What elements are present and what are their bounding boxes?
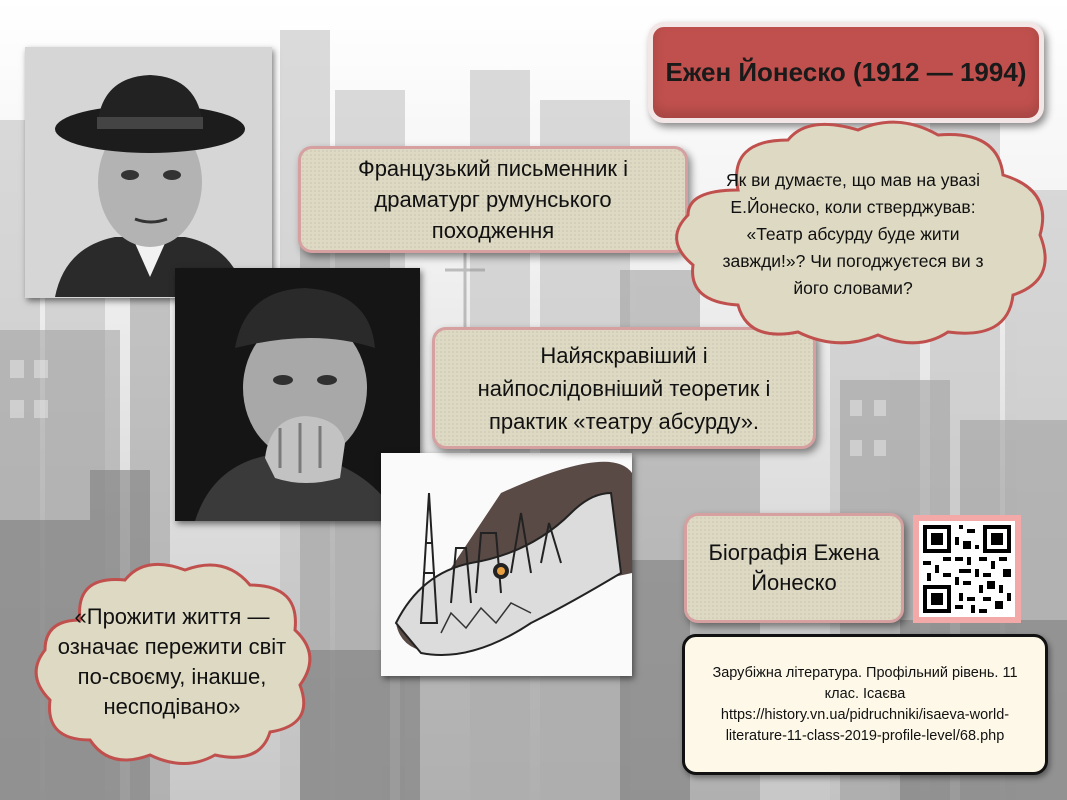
source-text: Зарубіжна література. Профільний рівень. 11 клас. Ісаєва https://history.vn.ua/pidruchniki/isaeva-world-literature-11-class-2019-profile-level/68.php — [712, 664, 1018, 744]
qr-code-icon — [919, 521, 1015, 617]
page-title: Ежен Йонеско (1912 — 1994) — [665, 57, 1027, 87]
biography-link[interactable] — [684, 513, 904, 623]
biography-link-text[interactable]: Біографія Ежена Йонеско — [708, 540, 880, 595]
fact-theorist-text: Найяскравіший і найпослідовніший теоретик і практик «театру абсурду». — [477, 342, 771, 434]
title-banner — [648, 22, 1044, 123]
portrait-hat-photo — [25, 47, 272, 298]
fact-origin-text: Французький письменник і драматург румунського походження — [357, 156, 629, 243]
fact-note-origin — [298, 146, 688, 253]
qr-code[interactable] — [913, 515, 1021, 623]
absurd-city-illustration — [381, 453, 632, 676]
question-text: Як ви думаєте, що мав на увазі Е.Йонеско, коли стверджував: «Театр абсурду буде жити завжди!»? Чи погоджуєтеся ви з його словами? — [722, 169, 984, 298]
source-citation — [682, 634, 1048, 775]
quote-text: «Прожити життя — означає пережити світ по-своєму, інакше, несподівано» — [57, 604, 287, 719]
